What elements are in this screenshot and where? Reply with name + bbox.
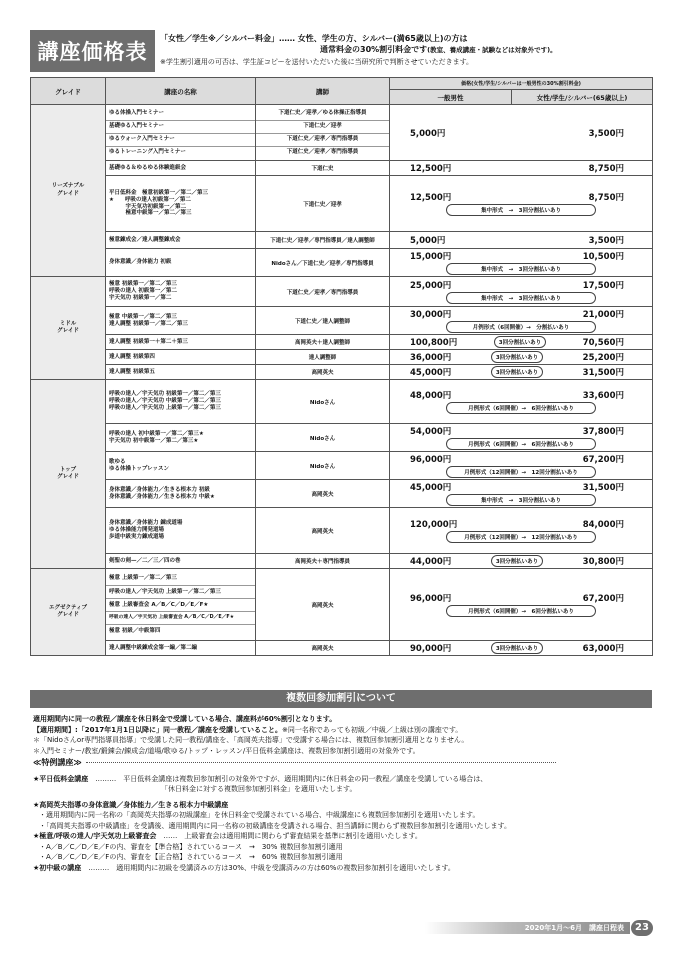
price-senior: 8,750円 [588, 193, 624, 203]
course-name: 呼吸の達人／宇天気功 上級第一／第二／第三 [109, 404, 221, 411]
course-name: 達人調整 初級第五 [106, 365, 256, 380]
special-item-text: ……… 平日低料金講座は複数回参加割引の対象外ですが、適用期間内に休日料金の同一教程／講座を受講している場合は、 [95, 774, 488, 783]
course-name: 基礎ゆる＆ゆるゆる体験進級会 [106, 161, 256, 176]
instructor-name: 下道仁史／迎孝 [256, 120, 389, 133]
special-item-bullet: ・A／B／C／D／E／Fの内、審査を【正合格】されているコース → 60% 複数回参加割引適用 [39, 853, 343, 861]
price-cell [390, 554, 653, 569]
price-cell [390, 277, 653, 307]
price-cell [390, 249, 653, 277]
instructor-name: 高岡英夫 [256, 641, 390, 656]
instructor-name: 高岡英夫 [256, 569, 390, 641]
special-item-bullet: ・適用期間内に同一名称の「高岡英夫指導の初級講座」を休日料金で受講されている場合、中級講座にも複数回参加割引を適用いたします。 [39, 811, 480, 819]
price-general: 5,000円 [410, 128, 446, 139]
discount-exclusion: ＊入門セミナー/教室/鍛錬会/錬成会/道場/歌ゆる/トップ・レッスン/平日低料金講座は、複数回参加割引適用の対象外です。 [33, 746, 420, 755]
discount-section-title: 複数回参加割引について [30, 690, 652, 708]
special-item [33, 863, 651, 874]
course-name: ゆるトレーニング入門セミナー [106, 146, 255, 159]
course-name: 身体意識／身体能力／生きる根本力 中級★ [109, 493, 215, 500]
course-name: 呼吸の達人／宇天気功 初級第一／第二／第三 [109, 391, 221, 398]
grade-label: グレイド [57, 328, 79, 334]
course-name: 極意 上級審査会 A／B／C／D／E／F★ [106, 598, 255, 611]
instructor-name: 下道仁史／迎孝／専門指導員／達人調整師 [256, 232, 390, 249]
discount-note-line1: 「女性／学生※／シルバー料金」…… 女性、学生の方、シルバー(満65歳以上)の方は [160, 34, 468, 43]
course-name: ★ 呼吸の達人初級第一／第二 [109, 196, 191, 203]
course-cell [106, 380, 256, 424]
special-item [33, 831, 651, 842]
header-price-split [390, 90, 653, 105]
price-senior: 8,750円 [588, 164, 624, 174]
instructor-name: 下道仁史 [256, 161, 390, 176]
course-cell [106, 105, 256, 161]
header-grade: グレイド [31, 78, 106, 105]
discount-exclusion: ＊「Nidoさんor専門指導員指導」で受講した同一教程/講座を、「高岡英夫指導」で受講する場合には、複数回参加割引適用となりません。 [33, 736, 469, 744]
grade-top [31, 380, 106, 569]
instructor-name: Nidoさん [256, 380, 390, 424]
course-name: 歌ゆる [109, 458, 126, 465]
payment-note: 月例形式（6回開催）→ 6回分割払いあり [446, 402, 596, 414]
price-cell [390, 452, 653, 480]
price-cell [390, 508, 653, 554]
page-number: 23 [631, 920, 653, 936]
price-senior: 31,500円 [582, 483, 624, 493]
special-item-title: ★平日低料金講座 [33, 774, 89, 783]
price-senior: 63,000円 [582, 644, 624, 654]
instructor-name: 高岡英夫 [256, 508, 390, 554]
instructor-name: 高岡英夫 [256, 365, 390, 380]
divider [86, 762, 556, 763]
payment-note: 集中形式 → 3回分割払いあり [446, 263, 596, 275]
course-name: 極意 初級第一／第二／第三 [109, 281, 177, 288]
instructor-name: Nidoさん [256, 424, 390, 452]
page-title: 講座価格表 [30, 30, 155, 72]
special-item-title: ★初中級の講座 [33, 863, 82, 872]
payment-note: 月例形式（6回開催）→ 分割払いあり [446, 321, 596, 333]
special-heading [33, 758, 651, 769]
price-senior: 3,500円 [588, 128, 624, 139]
header-course: 講座の名称 [106, 78, 256, 105]
payment-note: 月例形式（6回開催）→ 6回分割払いあり [446, 605, 596, 617]
course-name: 宇天気功初級第一／第二 [109, 203, 187, 210]
course-cell [106, 424, 256, 452]
price-senior: 31,500円 [582, 368, 624, 378]
course-name: ゆる体操トップレッスン [109, 465, 170, 472]
discount-section-body [33, 714, 651, 873]
discount-period-label: 【適用期間】:「2017年1月1日以降に」同一教程／講座を受講していること。 [33, 725, 283, 734]
instructor-name: 下道仁史／迎孝／専門指導員 [256, 146, 389, 159]
price-cell [390, 365, 653, 380]
price-cell [390, 232, 653, 249]
payment-note: 集中形式 → 3回分割払いあり [446, 494, 596, 506]
special-item-bullet: ・「高岡英夫指導の中級講座」を受講後、適用期間内に同一名称の初級講座を受講される場合、担当講師に関わらず複数回参加割引を適用いたします。 [39, 821, 511, 830]
price-senior: 33,600円 [582, 391, 624, 401]
payment-note: 3回分割払いあり [491, 366, 543, 378]
grade-label: グレイド [57, 474, 79, 480]
discount-note-line2 [320, 44, 557, 55]
grade-label: リーズナブル [51, 183, 85, 190]
course-name: 極意 初級／中級第四 [106, 624, 255, 637]
price-general: 54,000円 [410, 427, 452, 437]
course-name: 達人調整 初級第四 [106, 350, 256, 365]
price-senior: 17,500円 [582, 281, 624, 291]
course-name: 呼吸の達人 初級第一／第二 [109, 288, 177, 295]
header-senior: 女性/学生/シルバー(65歳以上) [536, 93, 628, 102]
course-cell [106, 508, 256, 554]
payment-note: 月例形式（12回開催）→ 12回分割払いあり [446, 531, 596, 543]
grade-label: グレイド [57, 190, 79, 197]
grade-label: トップ [59, 466, 77, 473]
course-name: 達人調整中級錬成会第一編／第二編 [106, 641, 256, 656]
price-senior: 84,000円 [582, 520, 624, 530]
price-senior: 67,200円 [582, 455, 624, 465]
price-table [30, 77, 653, 656]
instructor-cell [256, 105, 390, 161]
course-name: 身体意識／身体能力 初級 [106, 249, 256, 277]
course-name: 宇天気功 初中級第一／第二／第三★ [109, 437, 199, 444]
instructor-name: Nidoさん／下道仁史／迎孝／専門指導員 [256, 249, 390, 277]
price-general: 90,000円 [410, 644, 452, 654]
price-cell [390, 176, 653, 232]
price-general: 15,000円 [410, 252, 452, 262]
grade-executive [31, 569, 106, 656]
price-general: 36,000円 [410, 353, 452, 363]
footer-label: 2020年1月〜6月 講座日程表 [425, 922, 630, 934]
payment-note: 3回分割払いあり [491, 351, 543, 363]
course-name: 達人調整 初級第一＋第二＋第三 [106, 335, 256, 350]
course-cell [106, 569, 256, 641]
course-name: 歩道中級実力錬成道場 [109, 533, 165, 540]
course-name: 呼吸の達人／宇天気功 上級第一／第二／第三 [106, 585, 255, 598]
header-price: 価格(女性/学生/シルバーは一般男性の30%割引料金) [390, 78, 653, 90]
price-cell [390, 307, 653, 335]
special-item-text: …… 上級審査会は適用期間に関わらず審査結果を基準に割引を適用いたします。 [163, 832, 422, 840]
price-cell [390, 335, 653, 350]
course-name: 達人調整 初級第一／第二／第三 [109, 320, 188, 327]
price-cell [390, 480, 653, 508]
price-general: 44,000円 [410, 557, 452, 567]
course-name: 身体意識／身体能力 錬成道場 [109, 520, 183, 527]
price-general: 96,000円 [410, 594, 452, 604]
price-general: 120,000円 [410, 520, 458, 530]
price-senior: 3,500円 [588, 236, 624, 246]
grade-label: ミドル [59, 320, 77, 327]
price-general: 30,000円 [410, 310, 452, 320]
course-cell [106, 176, 256, 232]
instructor-name: Nidoさん [256, 452, 390, 480]
course-name: 呼吸の達人 初中級第一／第二／第三★ [109, 430, 204, 437]
special-item-text: ……… 適用期間内に初級を受講済みの方は30%、中級を受講済みの方は60%の複数回参加割引を適用いたします。 [88, 863, 455, 872]
discount-period-note: ※同一名称であっても初級／中級／上級は別の講座です。 [282, 725, 463, 734]
student-note: ※学生割引適用の可否は、学生証コピーを送付いただいた後に当研究所で判断させていただきます。 [160, 58, 474, 66]
course-name: ゆるウォーク入門セミナー [106, 133, 255, 146]
grade-label: エグゼクティブ [48, 604, 88, 611]
instructor-name: 下道仁史／迎孝／専門指導員 [256, 133, 389, 146]
price-cell [390, 161, 653, 176]
payment-note: 月例形式（6回開催）→ 6回分割払いあり [446, 438, 596, 450]
price-general: 12,500円 [410, 193, 452, 203]
price-senior: 21,000円 [582, 310, 624, 320]
discount-note-main: 通常料金の30%割引料金です [320, 45, 428, 54]
payment-note: 3回分割払いあり [491, 642, 543, 654]
price-general: 12,500円 [410, 164, 452, 174]
price-cell [390, 380, 653, 424]
payment-note: 集中形式 → 3回分割払いあり [446, 204, 596, 216]
course-name: 極意 上級第一／第二／第三 [109, 575, 177, 582]
payment-note: 月例形式（12回開催）→ 12回分割払いあり [446, 466, 596, 478]
price-cell [390, 105, 653, 161]
course-cell [106, 480, 256, 508]
instructor-name: 下道仁史／迎孝／専門指導員 [256, 277, 390, 307]
price-general: 100,800円 [410, 338, 458, 348]
price-general: 25,000円 [410, 281, 452, 291]
grade-label: グレイド [57, 612, 79, 618]
price-senior: 30,800円 [582, 557, 624, 567]
discount-note-small: (教室、養成講座・試験などは対象外です)。 [427, 46, 557, 54]
course-name: ゆる体操入門セミナー [109, 109, 165, 116]
special-item-text: 「休日料金に対する複数回参加割引料金」を適用いたします。 [161, 785, 357, 793]
course-name: 呼吸の達人／宇天気功 中級第一／第二／第三 [109, 398, 221, 405]
instructor-name: 下道仁史／迎孝／ゆる体操正指導員 [278, 109, 367, 116]
price-cell [390, 641, 653, 656]
price-general: 48,000円 [410, 391, 452, 401]
page-header [30, 30, 652, 72]
instructor-name: 高岡英夫＋専門指導員 [256, 554, 390, 569]
course-cell [106, 452, 256, 480]
instructor-name: 達人調整師 [256, 350, 390, 365]
payment-note: 3回分割払いあり [491, 555, 543, 567]
price-cell [390, 569, 653, 641]
price-cell [390, 350, 653, 365]
header-instructor: 講師 [256, 78, 390, 105]
header-general: 一般男性 [390, 90, 512, 104]
course-name: 極意 中級第一／第二／第三 [109, 313, 177, 320]
special-heading-label: ≪特例講座≫ [33, 758, 82, 767]
discount-rule: 適用期間内に同一の教程／講座を休日料金で受講している場合、講座料が60%割引となります。 [33, 715, 337, 723]
special-item-title: ★高岡英夫指導の身体意識／身体能力／生きる根本力中級講座 [33, 800, 229, 809]
price-general: 45,000円 [410, 483, 452, 493]
instructor-name: 高岡英夫 [256, 480, 390, 508]
price-senior: 25,200円 [582, 353, 624, 363]
course-name: ゆる体操能力開発道場 [109, 527, 165, 534]
price-general: 5,000円 [410, 236, 446, 246]
price-senior: 70,560円 [582, 338, 624, 348]
price-general: 45,000円 [410, 368, 452, 378]
course-name: 平日低料金 極意初級第一／第二／第三 [109, 189, 209, 196]
payment-note: 3回分割払いあり [494, 336, 546, 348]
course-name: 極意中級第一／第二／第三 [109, 210, 192, 217]
special-item-title: ★極意/呼吸の達人/宇天気功上級審査会 [33, 832, 157, 840]
course-name: 基礎ゆる入門セミナー [106, 120, 255, 133]
special-item-bullet: ・A／B／C／D／E／Fの内、審査を【準合格】されているコース → 30% 複数回参加割引適用 [39, 842, 343, 851]
course-name: 身体意識／身体能力／生きる根本力 初級 [109, 486, 210, 493]
price-general: 96,000円 [410, 455, 452, 465]
course-name: 呼吸の達人／宇天気功 上級審査会 A／B／C／D／E／F★ [106, 611, 255, 624]
instructor-name: 下道仁史／達人調整師 [256, 307, 390, 335]
grade-reasonable [31, 105, 106, 277]
discount-period [33, 725, 651, 736]
instructor-name: 高岡英夫＋達人調整師 [256, 335, 390, 350]
course-cell [106, 307, 256, 335]
price-senior: 10,500円 [582, 252, 624, 262]
course-name: 極意錬成会／達人調整錬成会 [106, 232, 256, 249]
page-footer [425, 920, 675, 935]
special-item [33, 774, 651, 785]
course-name: 剣聖の剣—／二／三／四の巻 [106, 554, 256, 569]
course-cell [106, 277, 256, 307]
grade-middle [31, 277, 106, 380]
price-cell [390, 424, 653, 452]
price-senior: 37,800円 [582, 427, 624, 437]
payment-note: 集中形式 → 3回分割払いあり [446, 292, 596, 304]
course-name: 宇天気功 初級第一／第二 [109, 294, 172, 301]
price-senior: 67,200円 [582, 594, 624, 604]
instructor-name: 下道仁史／迎孝 [256, 176, 390, 232]
